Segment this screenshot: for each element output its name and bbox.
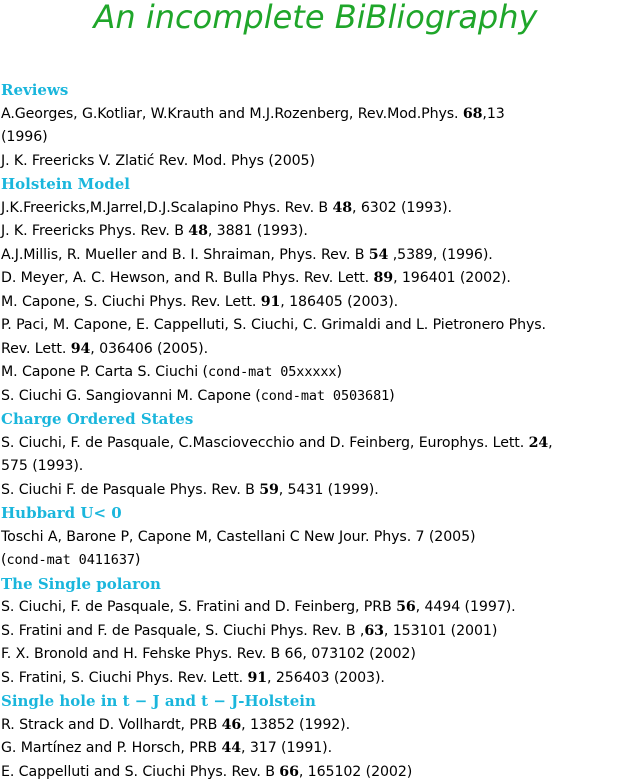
reference-text: J. K. Freericks V. Zlatić Rev. Mod. Phys (2005) [1,152,315,169]
reference-line [1,385,631,409]
reference-line [1,126,631,150]
reference-text: , 256403 (2003). [267,669,385,686]
volume-number: 44 [221,740,242,756]
preprint-id: cond-mat 0503681 [260,387,390,404]
reference-line [1,103,631,127]
reference-text: , 13852 (1992). [241,716,351,733]
reference-text: S. Ciuchi, F. de Pasquale, C.Masciovecchio and D. Feinberg, Europhys. Lett. [1,434,529,451]
reference-line [1,549,631,573]
reference-line [1,761,631,784]
reference-text: S. Ciuchi, F. de Pasquale, S. Fratini and D. Feinberg, PRB [1,599,397,615]
reference-line [1,667,631,691]
reference-text: , 4494 (1997). [415,599,516,615]
reference-line [1,314,631,338]
reference-text: Toschi A, Barone P, Capone M, Castellani C New Jour. Phys. 7 (2005) [1,528,476,545]
reference-text: G. Martínez and P. Horsch, PRB [1,740,222,756]
reference-text: M. Capone P. Carta S. Ciuchi ( [1,364,208,380]
reference-text: , 3881 (1993). [207,223,308,239]
reference-line [1,244,631,268]
volume-number: 24 [528,434,549,451]
reference-text: ) [336,364,342,380]
volume-number: 94 [70,340,91,357]
reference-text: , 5431 (1999). [278,481,379,498]
reference-text: Rev. Lett. [1,340,71,357]
reference-line [1,526,631,550]
preprint-id: cond-mat 0411637 [6,552,135,568]
reference-text: , 153101 (2001) [383,622,498,639]
reference-text: P. Paci, M. Capone, E. Cappelluti, S. Ciuchi, C. Grimaldi and L. Pietronero Phys. [1,317,546,333]
reference-text: ,5389, (1996). [388,246,493,263]
reference-text: S. Ciuchi F. de Pasquale Phys. Rev. B [1,481,260,498]
reference-line [1,714,631,738]
reference-text: , 6302 (1993). [352,199,452,216]
reference-line [1,150,631,174]
reference-line [1,361,631,385]
reference-line [1,643,631,667]
reference-text: , 036406 (2005). [90,340,209,357]
reference-text: ( [1,552,7,568]
reference-text: ) [389,387,395,404]
volume-number: 91 [247,669,268,686]
bibliography-content [1,79,631,784]
reference-text: , 317 (1991). [241,740,333,756]
reference-text: S. Ciuchi G. Sangiovanni M. Capone ( [1,387,261,404]
reference-line [1,432,631,456]
section-heading: Single hole in t − J and t − J-Holstein [1,692,316,710]
reference-text: D. Meyer, A. C. Hewson, and R. Bulla Phys. Rev. Lett. [1,270,374,286]
reference-text: ) [134,552,141,568]
reference-text: A.J.Millis, R. Mueller and B. I. Shraiman, Phys. Rev. B [1,246,369,263]
volume-number: 91 [260,293,281,310]
reference-text: J. K. Freericks Phys. Rev. B [1,223,189,239]
reference-line [1,620,631,644]
section-heading: Reviews [1,81,69,99]
reference-text: E. Cappelluti and S. Ciuchi Phys. Rev. B [1,763,280,780]
volume-number: 68 [462,105,483,122]
reference-text: 575 (1993). [1,458,84,474]
reference-line [1,338,631,362]
reference-line [1,455,631,479]
reference-text: J.K.Freericks,M.Jarrel,D.J.Scalapino Phys. Rev. B [1,199,333,216]
volume-number: 54 [368,246,389,263]
reference-line [1,291,631,315]
reference-text: S. Fratini, S. Ciuchi Phys. Rev. Lett. [1,669,248,686]
page-title: An incomplete BiBliography [93,0,538,36]
reference-line [1,267,631,291]
reference-line [1,197,631,221]
volume-number: 46 [221,716,242,733]
reference-text: , [548,434,553,451]
reference-text: , 196401 (2002). [393,270,511,286]
section-heading: Charge Ordered States [1,410,194,428]
reference-line [1,479,631,503]
reference-text: F. X. Bronold and H. Fehske Phys. Rev. B 66, 073102 (2002) [1,646,416,662]
section-heading: The Single polaron [1,574,161,593]
volume-number: 66 [279,763,299,780]
reference-line [1,596,631,620]
section-heading: Holstein Model [1,175,130,193]
reference-text: ,13 [482,105,505,122]
volume-number: 56 [396,599,416,615]
volume-number: 63 [364,622,384,639]
volume-number: 48 [332,199,353,216]
reference-text: S. Fratini and F. de Pasquale, S. Ciuchi Phys. Rev. B , [1,622,365,639]
preprint-id: cond-mat 05xxxxx [208,364,337,380]
reference-text: , 165102 (2002) [298,763,413,780]
reference-line [1,220,631,244]
section-heading: Hubbard U< 0 [1,504,122,522]
reference-text: , 186405 (2003). [280,293,399,310]
reference-text: M. Capone, S. Ciuchi Phys. Rev. Lett. [1,293,261,310]
volume-number: 89 [373,270,394,286]
reference-text: (1996) [1,129,48,145]
reference-line [1,737,631,761]
volume-number: 48 [188,223,208,239]
reference-text: A.Georges, G.Kotliar, W.Krauth and M.J.Rozenberg, Rev.Mod.Phys. [1,105,463,122]
volume-number: 59 [259,481,279,498]
reference-text: R. Strack and D. Vollhardt, PRB [1,716,222,733]
